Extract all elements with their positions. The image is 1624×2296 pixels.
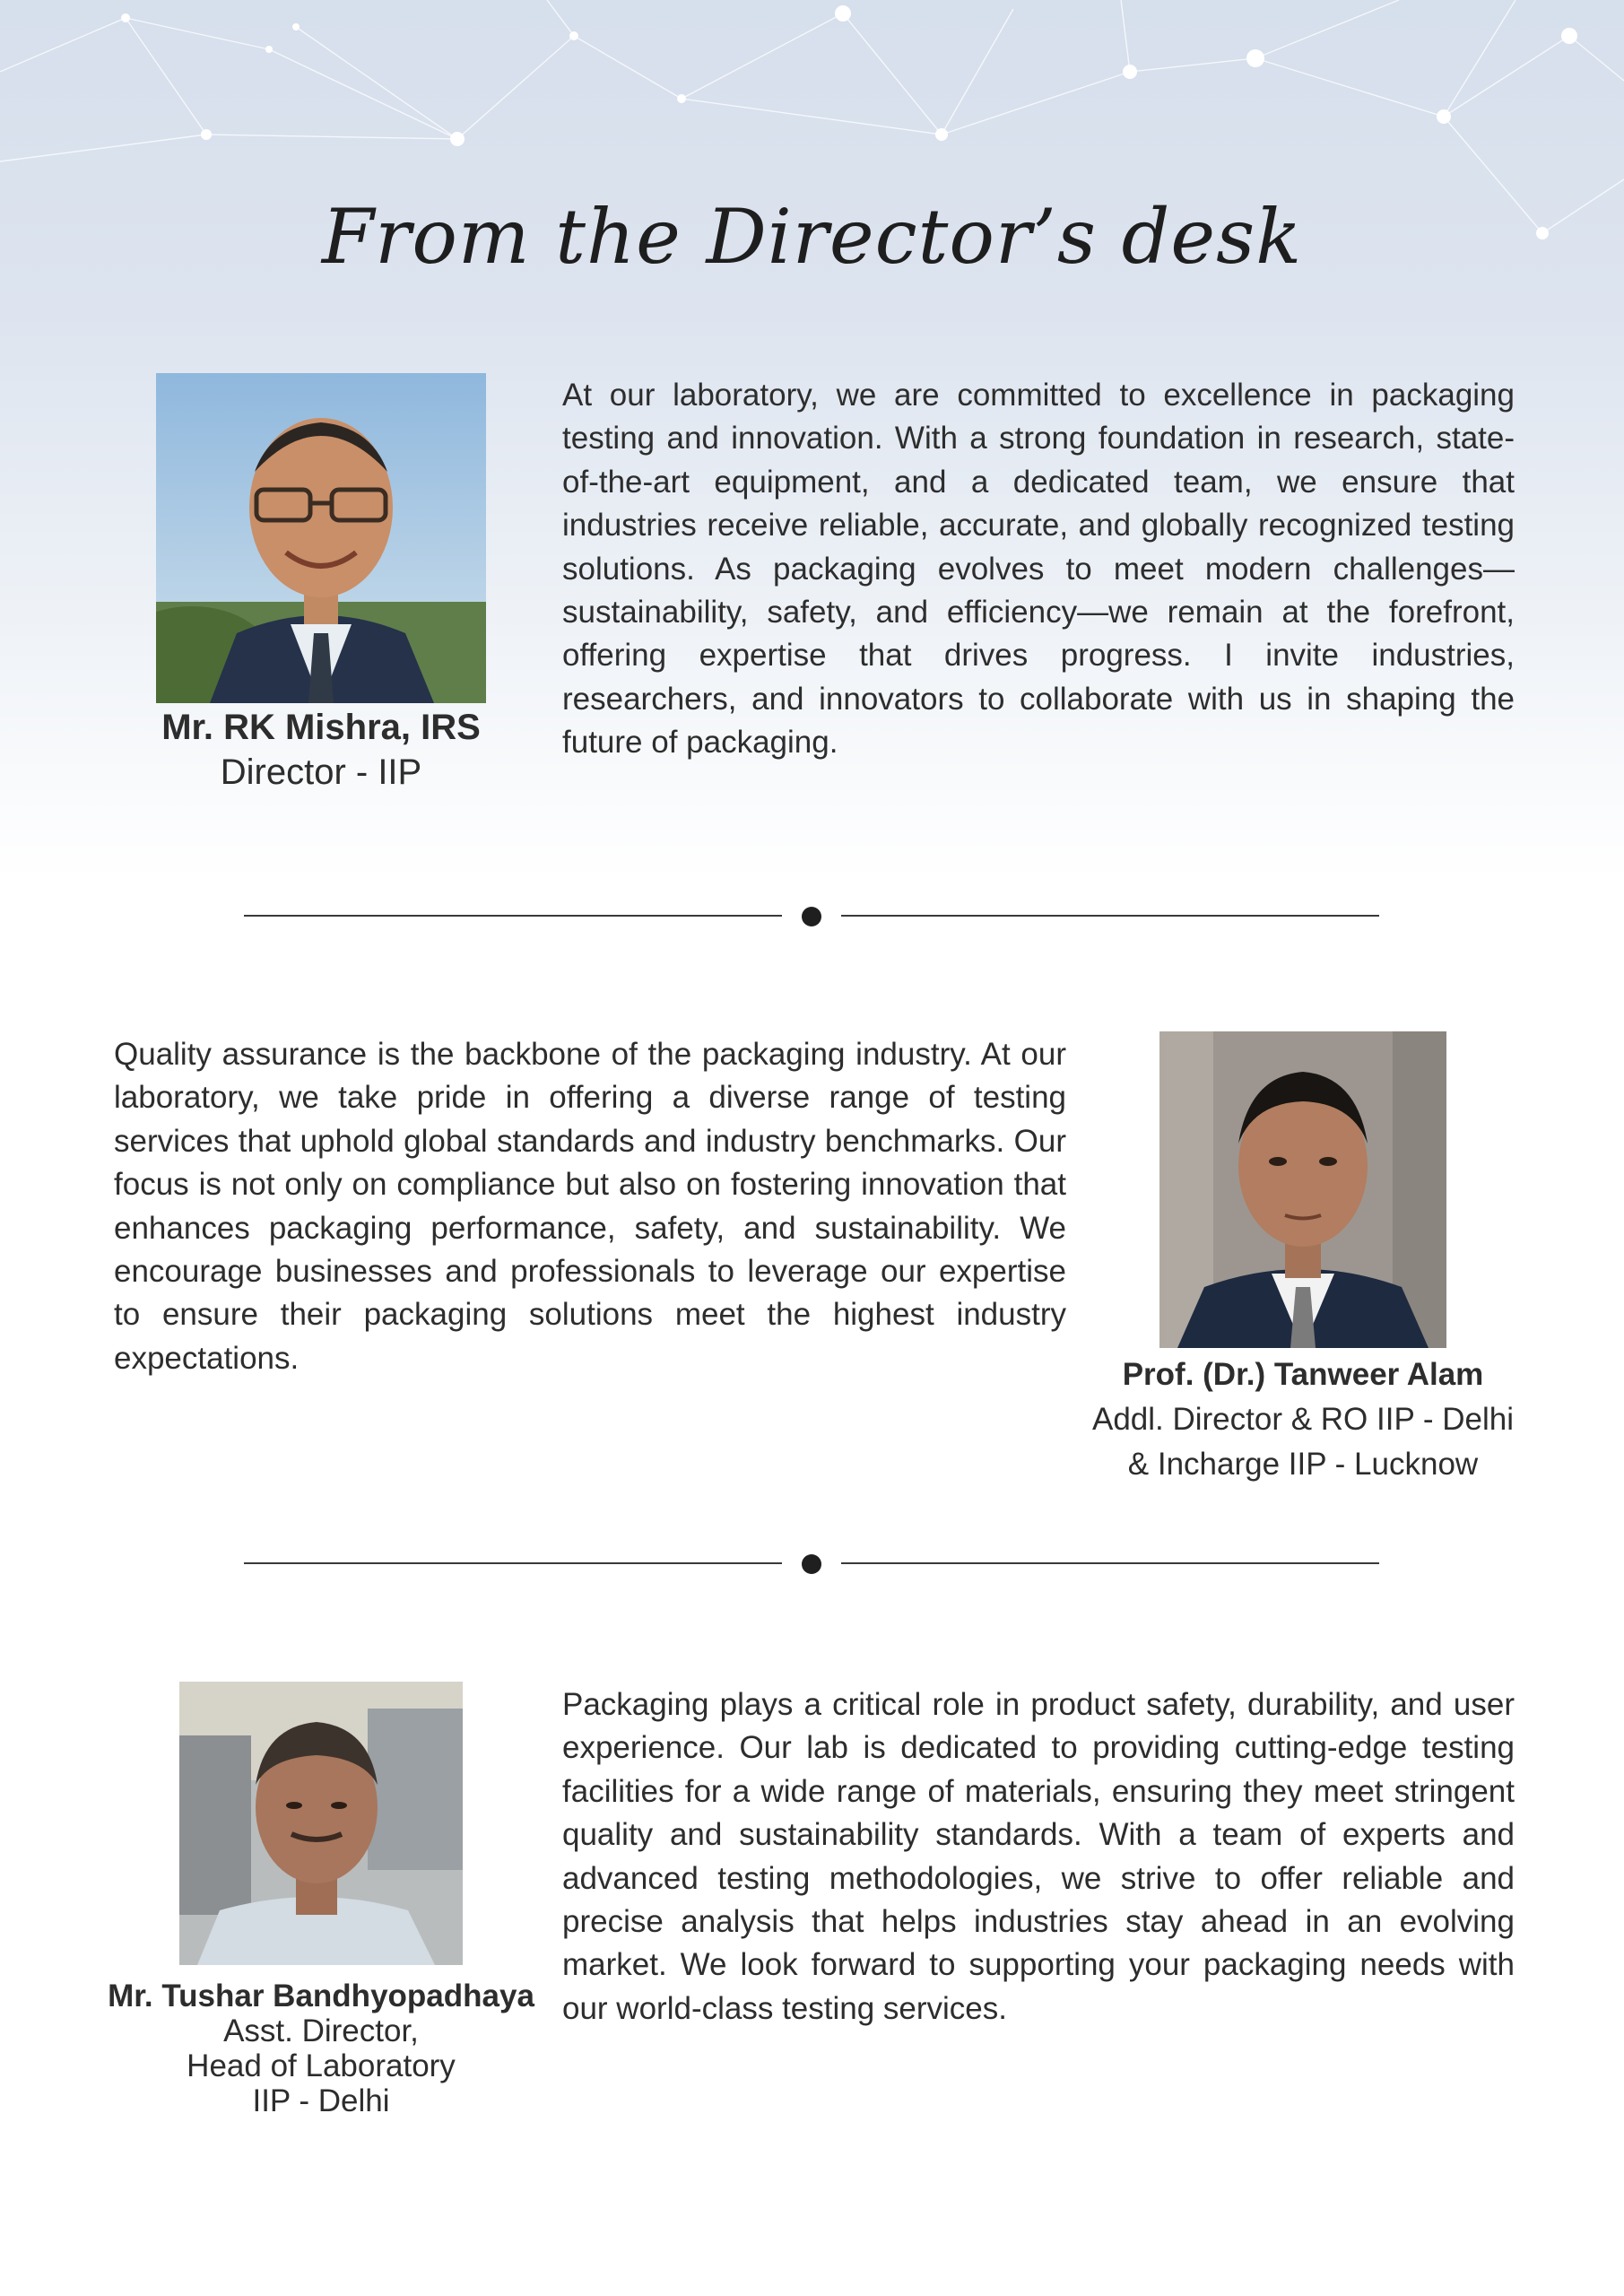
director-message: At our laboratory, we are committed to excellence in packaging testing and innovation. With a strong foundation in research, state-of-the-art equipment, and a dedicated team, we ensure that industries receive reliable, accurate, and globally recognized testing solutions. As packaging evolves to meet modern challenges—sustainability, safety, and efficiency—we remain at the forefront, offering expertise that drives progress. I invite industries, researchers, and innovators to collaborate with us in shaping the future of packaging.	[562, 378, 1515, 761]
head-of-lab-message: Packaging plays a critical role in product safety, durability, and user experience. Our lab is dedicated to providing cutting-edge testing facilities for a wide range of materials, ensuring they meet stringent quality and sustainability standards. With a team of experts and advanced testing methodologies, we strive to offer reliable and precise analysis that helps industries stay ahead in an evolving market. We look forward to supporting your packaging needs with our world-class testing services.	[562, 1687, 1515, 2026]
addl-director-photo	[1159, 1031, 1446, 1348]
director-photo	[156, 373, 486, 703]
page-title: From the Director’s desk	[321, 193, 1303, 281]
addl-director-name-block	[1067, 1352, 1539, 1487]
person-role: Asst. Director,	[223, 2013, 419, 2048]
director-name-block	[135, 705, 508, 795]
head-of-lab-photo	[179, 1682, 463, 1965]
section-divider	[0, 902, 1624, 929]
person-role: Director - IIP	[220, 752, 422, 792]
section-divider	[0, 1550, 1624, 1577]
person-name: Prof. (Dr.) Tanweer Alam	[1122, 1357, 1484, 1392]
person-name: Mr. RK Mishra, IRS	[161, 708, 481, 747]
addl-director-message: Quality assurance is the backbone of the packaging industry. At our laboratory, we take pride in offering a diverse range of testing services that uphold global standards and industry benchmarks. Our focus is not only on compliance but also on fostering innovation that enhances packaging performance, safety, and sustainability. We encourage businesses and professionals to leverage our expertise to ensure their packaging solutions meet the highest industry expectations.	[114, 1037, 1066, 1376]
head-of-lab-name-block	[95, 1979, 547, 2118]
person-role: Head of Laboratory	[187, 2048, 456, 2083]
person-role: & Incharge IIP - Lucknow	[1127, 1447, 1479, 1482]
person-role: Addl. Director & RO IIP - Delhi	[1091, 1402, 1515, 1437]
person-name: Mr. Tushar Bandhyopadhaya	[108, 1979, 534, 2013]
person-role: IIP - Delhi	[252, 2083, 390, 2118]
